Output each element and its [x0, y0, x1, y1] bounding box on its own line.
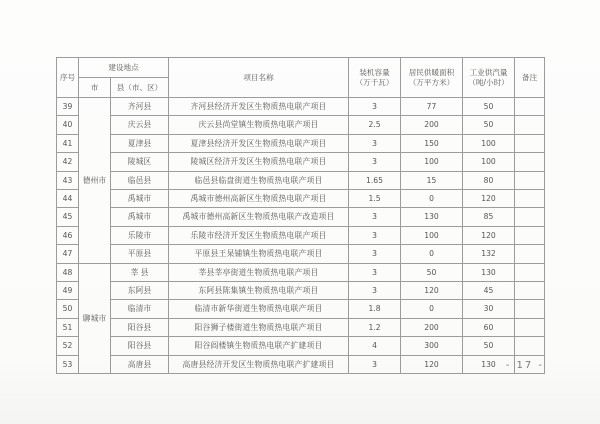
- remark-cell: [515, 208, 545, 226]
- project-name-cell: 平原县王杲铺镇生物质热电联产项目: [169, 245, 349, 263]
- row-serial: 52: [57, 337, 79, 355]
- county-cell: 阳谷县: [111, 318, 169, 336]
- capacity-cell: 3: [349, 134, 401, 152]
- remark-cell: [515, 134, 545, 152]
- capacity-cell: 2.5: [349, 116, 401, 134]
- capacity-cell: 4: [349, 337, 401, 355]
- header-steam-supply: [463, 58, 515, 98]
- city-cell: 聊城市: [79, 263, 111, 373]
- remark-cell: [515, 318, 545, 336]
- county-cell: 齐河县: [111, 98, 169, 116]
- county-cell: 夏津县: [111, 134, 169, 152]
- header-remark: 备注: [515, 58, 545, 98]
- heating-area-cell: 130: [401, 208, 463, 226]
- table-row: [57, 190, 545, 208]
- heating-area-cell: 200: [401, 116, 463, 134]
- steam-supply-cell: 120: [463, 226, 515, 244]
- row-serial: 42: [57, 153, 79, 171]
- heating-area-cell: 15: [401, 171, 463, 189]
- county-cell: 禹城市: [111, 208, 169, 226]
- city-cell: 德州市: [79, 98, 111, 264]
- steam-supply-cell: 60: [463, 318, 515, 336]
- table-row: [57, 98, 545, 116]
- header-project-name: 项目名称: [169, 58, 349, 98]
- heating-area-cell: 0: [401, 190, 463, 208]
- header-location-group: 建设地点: [79, 58, 169, 78]
- table-row: [57, 153, 545, 171]
- remark-cell: [515, 171, 545, 189]
- capacity-cell: 1.2: [349, 318, 401, 336]
- county-cell: 临清市: [111, 300, 169, 318]
- row-serial: 45: [57, 208, 79, 226]
- heating-area-cell: 50: [401, 263, 463, 281]
- heating-area-cell: 77: [401, 98, 463, 116]
- project-name-cell: 临邑县临盘街道生物质热电联产项目: [169, 171, 349, 189]
- capacity-cell: 3: [349, 245, 401, 263]
- remark-cell: [515, 116, 545, 134]
- steam-supply-cell: 130: [463, 263, 515, 281]
- county-cell: 禹城市: [111, 190, 169, 208]
- capacity-cell: 1.8: [349, 300, 401, 318]
- heating-area-cell: 150: [401, 134, 463, 152]
- remark-cell: [515, 98, 545, 116]
- project-name-cell: 莘县莘亭街道生物质热电联产项目: [169, 263, 349, 281]
- page-number: - 17 -: [505, 360, 544, 371]
- steam-supply-cell: 100: [463, 134, 515, 152]
- project-name-cell: 乐陵市经济开发区生物质热电联产项目: [169, 226, 349, 244]
- row-serial: 48: [57, 263, 79, 281]
- table-header: [57, 58, 545, 98]
- county-cell: 东阿县: [111, 282, 169, 300]
- heating-area-cell: 100: [401, 226, 463, 244]
- project-name-cell: 高唐县经济开发区生物质热电联产扩建项目: [169, 355, 349, 373]
- header-heating-line1: 居民供暖面积: [408, 68, 455, 77]
- row-serial: 44: [57, 190, 79, 208]
- header-heating-area: [401, 58, 463, 98]
- header-steam-line2: （吨/小时）: [468, 77, 509, 87]
- header-county: 县（市、区）: [111, 78, 169, 98]
- project-name-cell: 陵城区经济开发区生物质热电联产项目: [169, 153, 349, 171]
- capacity-cell: 3: [349, 153, 401, 171]
- heating-area-cell: 200: [401, 318, 463, 336]
- county-cell: 陵城区: [111, 153, 169, 171]
- header-city: 市: [79, 78, 111, 98]
- steam-supply-cell: 50: [463, 98, 515, 116]
- steam-supply-cell: 130: [463, 355, 515, 373]
- capacity-cell: 1.5: [349, 190, 401, 208]
- table-row: [57, 318, 545, 336]
- header-capacity-line1: 装机容量: [359, 68, 390, 77]
- row-serial: 47: [57, 245, 79, 263]
- header-capacity: [349, 58, 401, 98]
- remark-cell: [515, 263, 545, 281]
- table-row: [57, 337, 545, 355]
- table-row: [57, 171, 545, 189]
- remark-cell: [515, 337, 545, 355]
- heating-area-cell: 120: [401, 282, 463, 300]
- project-name-cell: 阳谷阎楼镇生物质热电联产扩建项目: [169, 337, 349, 355]
- project-name-cell: 临清市新华街道生物质热电联产项目: [169, 300, 349, 318]
- project-name-cell: 庆云县尚堂镇生物质热电联产项目: [169, 116, 349, 134]
- project-name-cell: 禹城市德州高新区生物质热电联产项目: [169, 190, 349, 208]
- heating-area-cell: 0: [401, 245, 463, 263]
- capacity-cell: 3: [349, 355, 401, 373]
- steam-supply-cell: 45: [463, 282, 515, 300]
- heating-area-cell: 300: [401, 337, 463, 355]
- county-cell: 乐陵市: [111, 226, 169, 244]
- remark-cell: [515, 245, 545, 263]
- row-serial: 49: [57, 282, 79, 300]
- table-row: [57, 355, 545, 373]
- heating-area-cell: 100: [401, 153, 463, 171]
- project-name-cell: 夏津县经济开发区生物质热电联产项目: [169, 134, 349, 152]
- table-row: [57, 208, 545, 226]
- steam-supply-cell: 132: [463, 245, 515, 263]
- steam-supply-cell: 30: [463, 300, 515, 318]
- row-serial: 39: [57, 98, 79, 116]
- header-steam-line1: 工业供汽量: [469, 68, 508, 77]
- capacity-cell: 3: [349, 226, 401, 244]
- steam-supply-cell: 50: [463, 116, 515, 134]
- header-heating-line2: （万平方米）: [408, 77, 455, 87]
- county-cell: 平原县: [111, 245, 169, 263]
- project-name-cell: 禹城市德州高新区生物质热电联产改造项目: [169, 208, 349, 226]
- row-serial: 53: [57, 355, 79, 373]
- heating-area-cell: 0: [401, 300, 463, 318]
- capacity-cell: 3: [349, 263, 401, 281]
- table-row: [57, 300, 545, 318]
- project-name-cell: 阳谷狮子楼街道生物质热电联产项目: [169, 318, 349, 336]
- capacity-cell: 1.65: [349, 171, 401, 189]
- project-name-cell: 齐河县经济开发区生物质热电联产项目: [169, 98, 349, 116]
- row-serial: 40: [57, 116, 79, 134]
- county-cell: 庆云县: [111, 116, 169, 134]
- remark-cell: [515, 300, 545, 318]
- row-serial: 50: [57, 300, 79, 318]
- row-serial: 43: [57, 171, 79, 189]
- steam-supply-cell: 85: [463, 208, 515, 226]
- table-row: [57, 245, 545, 263]
- project-name-cell: 东阿县陈集镇生物质热电联产项目: [169, 282, 349, 300]
- row-serial: 41: [57, 134, 79, 152]
- capacity-cell: 3: [349, 282, 401, 300]
- remark-cell: [515, 190, 545, 208]
- heating-area-cell: 120: [401, 355, 463, 373]
- steam-supply-cell: 50: [463, 337, 515, 355]
- county-cell: 阳谷县: [111, 337, 169, 355]
- remark-cell: [515, 153, 545, 171]
- remark-cell: [515, 282, 545, 300]
- biomass-projects-table: [56, 57, 545, 374]
- steam-supply-cell: 80: [463, 171, 515, 189]
- county-cell: 莘 县: [111, 263, 169, 281]
- table-row: [57, 282, 545, 300]
- capacity-cell: 3: [349, 98, 401, 116]
- steam-supply-cell: 120: [463, 190, 515, 208]
- capacity-cell: 3: [349, 208, 401, 226]
- table-row: [57, 263, 545, 281]
- table-row: [57, 134, 545, 152]
- project-table-body: [57, 98, 545, 374]
- county-cell: 高唐县: [111, 355, 169, 373]
- steam-supply-cell: 100: [463, 153, 515, 171]
- table-row: [57, 226, 545, 244]
- remark-cell: [515, 226, 545, 244]
- county-cell: 临邑县: [111, 171, 169, 189]
- header-capacity-line2: （万千瓦）: [355, 77, 394, 87]
- row-serial: 46: [57, 226, 79, 244]
- header-serial: 序号: [57, 58, 79, 98]
- table-row: [57, 116, 545, 134]
- row-serial: 51: [57, 318, 79, 336]
